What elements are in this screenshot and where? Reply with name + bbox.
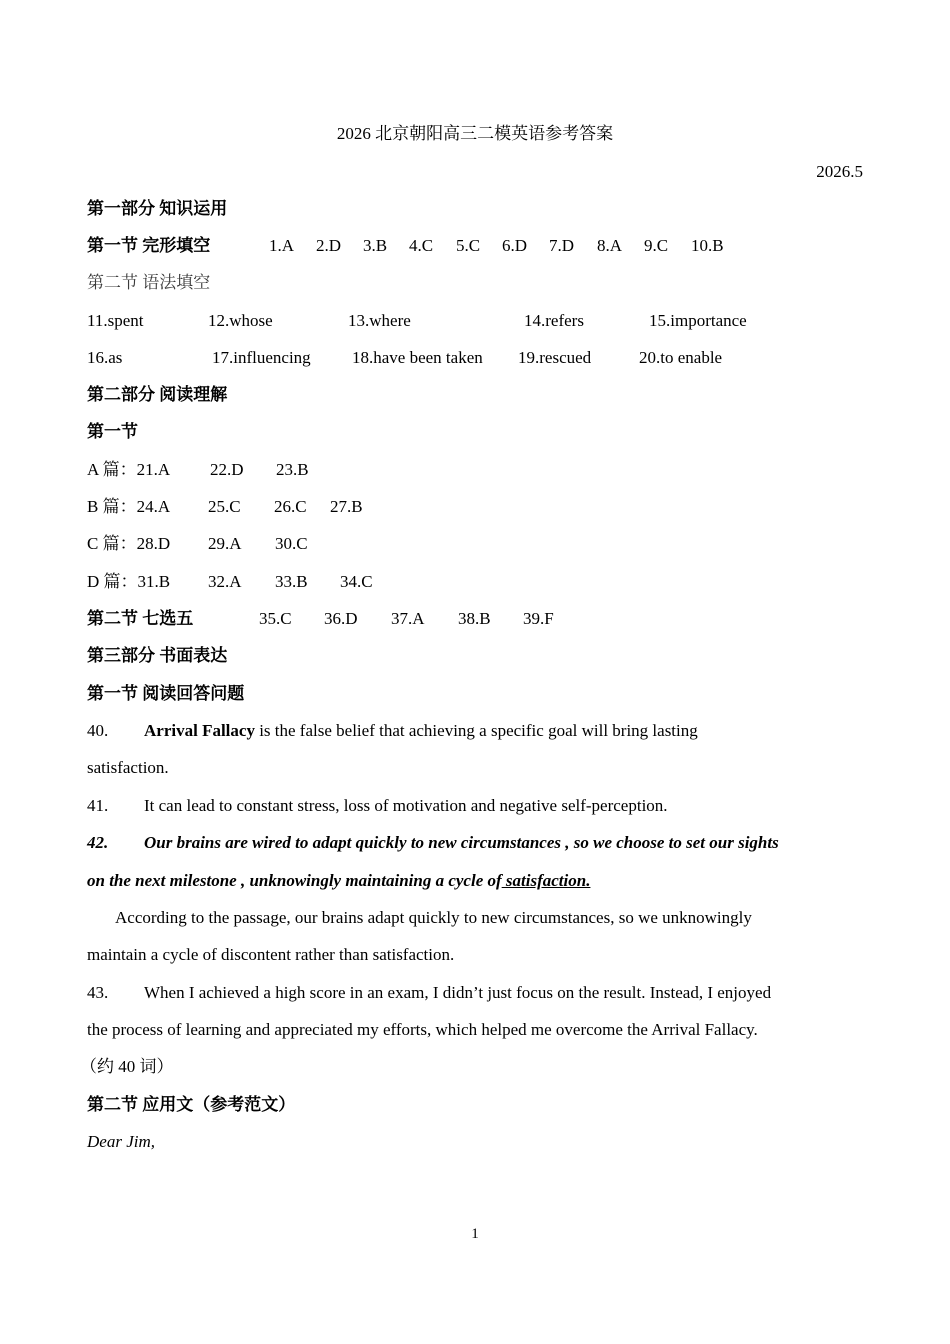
page-number: 1 — [471, 1226, 479, 1242]
answer-18: 18.have been taken — [352, 348, 483, 367]
question-43 — [87, 982, 771, 1004]
answer-5: 5.C — [456, 236, 481, 255]
answer-7: 7.D — [549, 236, 575, 255]
answer-13: 13.where — [348, 311, 411, 330]
question-42-number: 42. — [87, 833, 109, 852]
answer-17: 17.influencing — [212, 348, 311, 367]
answer-27: 27.B — [330, 497, 363, 516]
answer-36: 36.D — [324, 609, 358, 628]
answer-9: 9.C — [644, 236, 669, 255]
answer-22: 22.D — [210, 460, 244, 479]
question-40-term: Arrival Fallacy — [144, 721, 255, 740]
question-40-number: 40. — [87, 721, 109, 740]
answer-16: 16.as — [87, 348, 123, 367]
answer-20: 20.to enable — [639, 348, 723, 367]
answer-12: 12.whose — [208, 311, 273, 330]
passage-c-label: C 篇：28.D — [87, 534, 171, 553]
answer-38: 38.B — [458, 609, 491, 628]
question-40 — [87, 720, 698, 742]
page-title: 2026 北京朝阳高三二模英语参考答案 — [336, 124, 614, 143]
question-41 — [87, 795, 668, 817]
answer-32: 32.A — [208, 572, 242, 591]
part1-sec1-row — [87, 235, 210, 257]
part3-heading: 第三部分 书面表达 — [87, 646, 228, 665]
question-40-text: is the false belief that achieving a specific goal will bring lasting — [254, 721, 698, 740]
answer-19: 19.rescued — [518, 348, 592, 367]
passage-d-label: D 篇：31.B — [87, 572, 171, 591]
part1-heading: 第一部分 知识运用 — [87, 199, 228, 218]
letter-greeting: Dear Jim, — [87, 1132, 155, 1151]
answer-29: 29.A — [208, 534, 242, 553]
answer-10: 10.B — [691, 236, 724, 255]
answer-14: 14.refers — [524, 311, 584, 330]
answer-15: 15.importance — [649, 311, 747, 330]
question-43-line1: When I achieved a high score in an exam, I didn’t just focus on the result. Instead, I enjoyed — [144, 983, 772, 1002]
answer-37: 37.A — [391, 609, 425, 628]
answer-39: 39.F — [523, 609, 554, 628]
answer-8: 8.A — [597, 236, 623, 255]
answer-35: 35.C — [259, 609, 292, 628]
answer-30: 30.C — [275, 534, 308, 553]
question-42-line2a: on the next milestone , unknowingly maintaining a cycle of — [87, 871, 502, 890]
question-42-answer-line1: According to the passage, our brains adapt quickly to new circumstances, so we unknowingly — [115, 908, 752, 927]
answer-25: 25.C — [208, 497, 241, 516]
part3-sec1-heading: 第一节 阅读回答问题 — [87, 684, 245, 703]
answer-34: 34.C — [340, 572, 373, 591]
part1-sec2-heading: 第二节 语法填空 — [87, 273, 211, 292]
answer-23: 23.B — [276, 460, 309, 479]
question-43-number: 43. — [87, 983, 109, 1002]
question-43-line2: the process of learning and appreciated my efforts, which helped me overcome the Arrival Fallacy. — [87, 1020, 758, 1039]
question-42-line1: Our brains are wired to adapt quickly to new circumstances , so we choose to set our sights — [144, 833, 779, 852]
date: 2026.5 — [816, 162, 863, 181]
question-40-line2: satisfaction. — [87, 758, 169, 777]
part2-heading: 第二部分 阅读理解 — [87, 385, 228, 404]
question-42 — [87, 832, 779, 854]
part2-sec2-heading: 第二节 七选五 — [87, 609, 194, 628]
answer-33: 33.B — [275, 572, 308, 591]
answer-2: 2.D — [316, 236, 342, 255]
question-41-text: It can lead to constant stress, loss of motivation and negative self-perception. — [144, 796, 668, 815]
passage-b-label: B 篇：24.A — [87, 497, 171, 516]
answer-3: 3.B — [363, 236, 388, 255]
answer-1: 1.A — [269, 236, 295, 255]
word-count-note: （约 40 词） — [80, 1057, 174, 1076]
answer-6: 6.D — [502, 236, 528, 255]
part1-sec1-heading: 第一节 完形填空 — [87, 236, 211, 255]
question-42-answer-line2: maintain a cycle of discontent rather than satisfaction. — [87, 945, 455, 964]
part3-sec2-heading: 第二节 应用文（参考范文） — [87, 1095, 296, 1114]
passage-a-label: A 篇：21.A — [87, 460, 171, 479]
question-41-number: 41. — [87, 796, 109, 815]
answer-4: 4.C — [409, 236, 434, 255]
question-42-underlined: satisfaction. — [501, 871, 591, 890]
question-42-line2 — [87, 870, 590, 892]
answer-26: 26.C — [274, 497, 307, 516]
part2-sec1-heading: 第一节 — [87, 422, 138, 441]
answer-11: 11.spent — [87, 311, 144, 330]
